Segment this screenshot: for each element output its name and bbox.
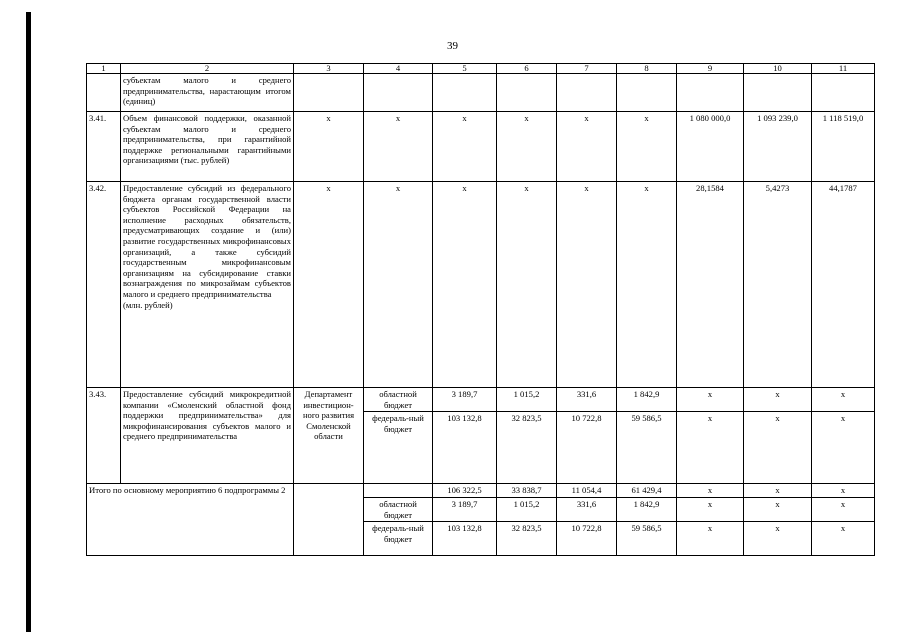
row-number: 3.42.	[87, 182, 121, 388]
table-row-total-federal: федераль-ный бюджет 103 132,8 32 823,5 10 722,8 59 586,5 x x x	[87, 522, 875, 556]
table-row-3-41: 3.41. Объем финансовой поддержки, оказанной субъектам малого и среднего предпринимательства, при гарантийной поддержке региональными гарантийными организациями (тыс. рублей) x x x x x x 1 080 000,0 1 093 239,0 1 118 519,0	[87, 112, 875, 182]
col-header-7: 7	[557, 64, 617, 74]
col-header-3: 3	[294, 64, 364, 74]
indicator-unit: (млн. рублей)	[123, 299, 173, 310]
col-header-2: 2	[121, 64, 294, 74]
indicator-text: Предоставление субсидий микрокредитной компании «Смоленский областной фонд поддержки предпринимательства» для микрофинансирования субъектов малого и среднего предпринимательства	[121, 388, 294, 484]
table-row-3-42: 3.42. Предоставление субсидий из федерального бюджета органам государственной власти субъектов Российской Федерации на исполнение расходных обязательств, предусматривающих создание и (или) развитие государственных микрофинансовых организаций, а также субсидий государственным микрофинансовым организациям на субсидирование ставки вознаграждения по микрозаймам субъектов малого и среднего предпринимательства (млн. рублей) x x x x x x 28,1584 5,4273 44,1787	[87, 182, 875, 388]
indicator-cell	[121, 182, 294, 388]
col-header-9: 9	[677, 64, 744, 74]
table-row-total: Итого по основному мероприятию 6 подпрограммы 2 106 322,5 33 838,7 11 054,4 61 429,4 x x x	[87, 484, 875, 498]
col-header-10: 10	[744, 64, 812, 74]
executor-cell: Департамент инвестицион-ного развития Смоленской области	[294, 388, 364, 484]
funding-source: областной бюджет	[364, 498, 433, 522]
column-numbers-row	[87, 64, 875, 74]
col-header-5: 5	[433, 64, 497, 74]
funding-source: федераль-ный бюджет	[364, 412, 433, 484]
funding-source	[364, 484, 433, 498]
table-row-3-43-federal: федераль-ный бюджет 103 132,8 32 823,5 10 722,8 59 586,5 x x x	[87, 412, 875, 484]
col-header-11: 11	[812, 64, 875, 74]
funding-source: федераль-ный бюджет	[364, 522, 433, 556]
table-row-continuation	[87, 74, 875, 112]
row-number: 3.43.	[87, 388, 121, 484]
indicators-table	[86, 63, 875, 556]
indicator-text: Предоставление субсидий из федерального бюджета органам государственной власти субъектов Российской Федерации на исполнение расходных обязательств, предусматривающих создание и (или) развитие государственных микрофинансовых организаций, а также субсидий государственным микрофинансовым организациям на субсидирование ставки вознаграждения по микрозаймам субъектов малого и среднего предпринимательства	[123, 183, 291, 299]
table-row-total-regional: областной бюджет 3 189,7 1 015,2 331,6 1 842,9 x x x	[87, 498, 875, 522]
col-header-8: 8	[617, 64, 677, 74]
total-label: Итого по основному мероприятию 6 подпрограммы 2	[87, 484, 294, 556]
col-header-4: 4	[364, 64, 433, 74]
table-row-3-43: 3.43. Предоставление субсидий микрокредитной компании «Смоленский областной фонд поддержки предпринимательства» для микрофинансирования субъектов малого и среднего предпринимательства Департамент инвестицион-ного развития Смоленской области областной бюджет 3 189,7 1 015,2 331,6 1 842,9 x x x	[87, 388, 875, 412]
page-number: 39	[447, 40, 458, 52]
row-number: 3.41.	[87, 112, 121, 182]
funding-source: областной бюджет	[364, 388, 433, 412]
continuation-text: субъектам малого и среднего предпринимательства, нарастающим итогом (единиц)	[121, 74, 294, 112]
col-header-1: 1	[87, 64, 121, 74]
scan-edge-bar	[26, 12, 31, 632]
col-header-6: 6	[497, 64, 557, 74]
indicator-text: Объем финансовой поддержки, оказанной субъектам малого и среднего предпринимательства, при гарантийной поддержке региональными гарантийными организациями (тыс. рублей)	[121, 112, 294, 182]
